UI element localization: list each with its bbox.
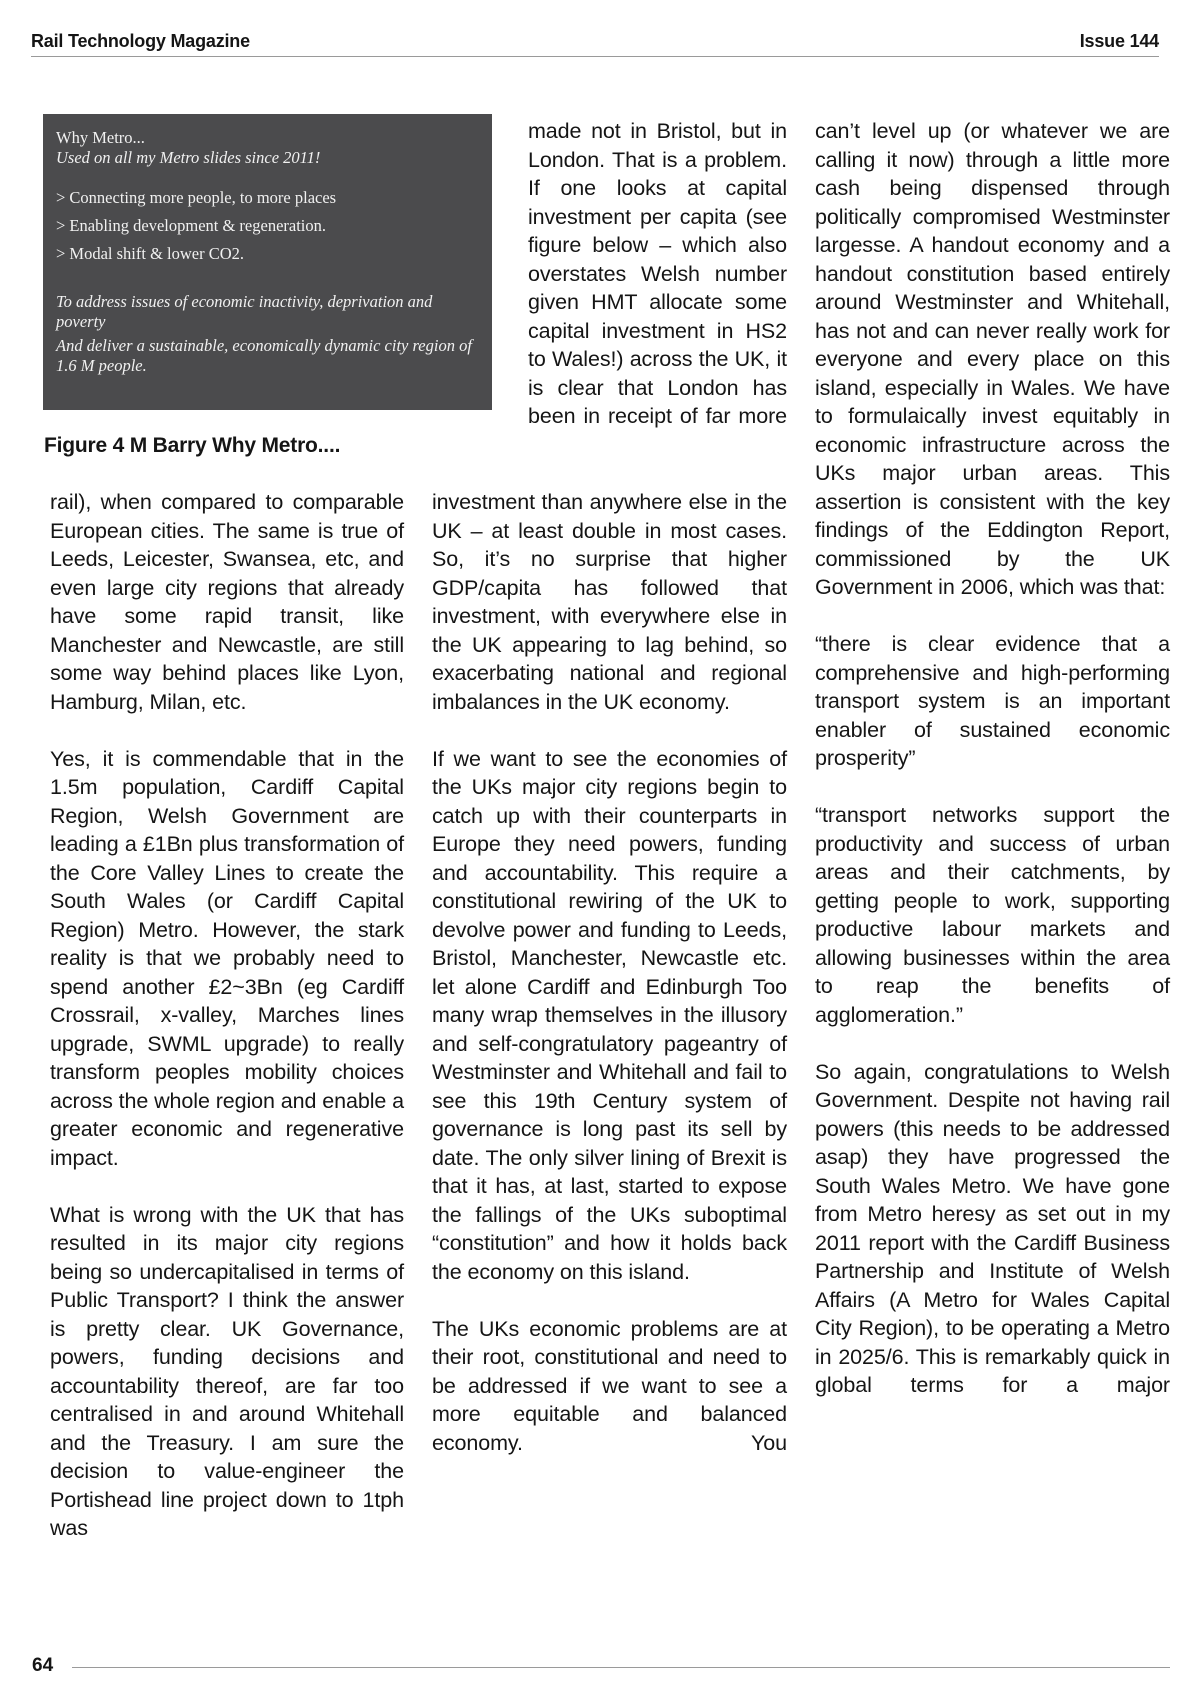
slide-bullet: > Modal shift & lower CO2. — [56, 244, 245, 263]
paragraph: If we want to see the economies of the UKs major city regions begin to catch up with their counterparts in Europe they need powers, funding and accountability. This require a constitutional rewiring of the UK to devolve power and funding to Leeds, Bristol, Manchester, Newcastle etc. let alone Cardiff and Edinburgh Too many wrap themselves in the illusory and self-congratulatory pageantry of Westminster and Whitehall and fail to see this 19th Century system of governance is long past its sell by date. The only silver lining of Brexit is that it has, at last, started to expose the fallings of the UKs suboptimal “constitution” and how it holds back the economy on this island. — [432, 746, 787, 1284]
quote: “there is clear evidence that a comprehensive and high-performing transport system is an important enabler of sustained economic prosperity” — [815, 632, 1170, 770]
footer-rule — [72, 1667, 1170, 1668]
slide-bullet: > Connecting more people, to more places — [56, 188, 337, 207]
slide-bullet: > Enabling development & regeneration. — [56, 216, 327, 235]
column-2 — [432, 488, 787, 1457]
paragraph: can’t level up (or whatever we are calling it now) through a little more cash being dispensed through politically compromised Westminster largesse. A handout economy and a handout constitution based entirely around Westminster and Whitehall, has not and can never really work for everyone and every place on this island, especially in Wales. We have to formulaically invest equitably in economic infrastructure across the UKs major urban areas. This assertion is consistent with the key findings of the Eddington Report, commissioned by the UK Government in 2006, which was that: — [815, 119, 1170, 599]
paragraph: What is wrong with the UK that has resulted in its major city regions being so undercapitalised in terms of Public Transport? I think the answer is pretty clear. UK Governance, powers, funding decisions and accountability thereof, are far too centralised in and around Whitehall and the Treasury. I am sure the decision to value-engineer the Portishead line project down to 1tph was — [50, 1202, 404, 1540]
quote: “transport networks support the productivity and success of urban areas and their catchments, by getting people to work, supporting productive labour markets and allowing businesses within the area to reap the benefits of agglomeration.” — [815, 803, 1170, 1027]
paragraph: So again, congratulations to Welsh Government. Despite not having rail powers (this needs to be addressed asap) they have progressed the South Wales Metro. We have gone from Metro heresy as set out in my 2011 report with the Cardiff Business Partnership and Institute of Welsh Affairs (A Metro for Wales Capital City Region), to be operating a Metro in 2025/6. This is remarkably quick in global terms for a major — [815, 1059, 1170, 1397]
page-header — [31, 30, 1159, 57]
paragraph: made not in Bristol, but in London. That is a problem. If one looks at capital investment per capita (see figure below – which also overstates Welsh number given HMT allocate some capital investment in HS2 to Wales!) across the UK, it is clear that London has been in receipt of far more — [528, 119, 787, 428]
column-1 — [50, 488, 404, 1543]
page-footer — [32, 1655, 1170, 1679]
paragraph: The UKs economic problems are at their root, constitutional and need to be addressed if we want to see a more equitable and balanced economy. You — [432, 1316, 787, 1455]
slide-heading: Why Metro... — [56, 128, 145, 147]
column-2-top — [528, 117, 787, 431]
paragraph: rail), when compared to comparable European cities. The same is true of Leeds, Leicester, Swansea, etc, and even large city regions that already have some rapid transit, like Manchester and Newcastle, are still some way behind places like Lyon, Hamburg, Milan, etc. — [50, 490, 404, 714]
figure-caption: Figure 4 M Barry Why Metro.... — [44, 434, 341, 457]
slide-subheading: Used on all my Metro slides since 2011! — [56, 148, 321, 167]
slide-paragraph: And deliver a sustainable, economically dynamic city region of 1.6 M people. — [56, 336, 472, 375]
magazine-title: Rail Technology Magazine — [31, 31, 250, 51]
slide-paragraph: To address issues of economic inactivity, deprivation and poverty — [56, 292, 433, 331]
column-3 — [815, 117, 1170, 1400]
figure-why-metro-slide — [43, 114, 492, 410]
issue-number: Issue 144 — [1079, 31, 1159, 51]
paragraph: investment than anywhere else in the UK – at least double in most cases. So, it’s no surprise that higher GDP/capita has followed that investment, with everywhere else in the UK appearing to lag behind, so exacerbating national and regional imbalances in the UK economy. — [432, 490, 787, 714]
page-number: 64 — [32, 1655, 54, 1676]
paragraph: Yes, it is commendable that in the 1.5m population, Cardiff Capital Region, Welsh Government are leading a £1Bn plus transformation of the Core Valley Lines to create the South Wales (or Cardiff Capital Region) Metro. However, the stark reality is that we probably need to spend another £2~3Bn (eg Cardiff Crossrail, x-valley, Marches lines upgrade, SWML upgrade) to really transform peoples mobility choices across the whole region and enable a greater economic and regenerative impact. — [50, 746, 404, 1170]
